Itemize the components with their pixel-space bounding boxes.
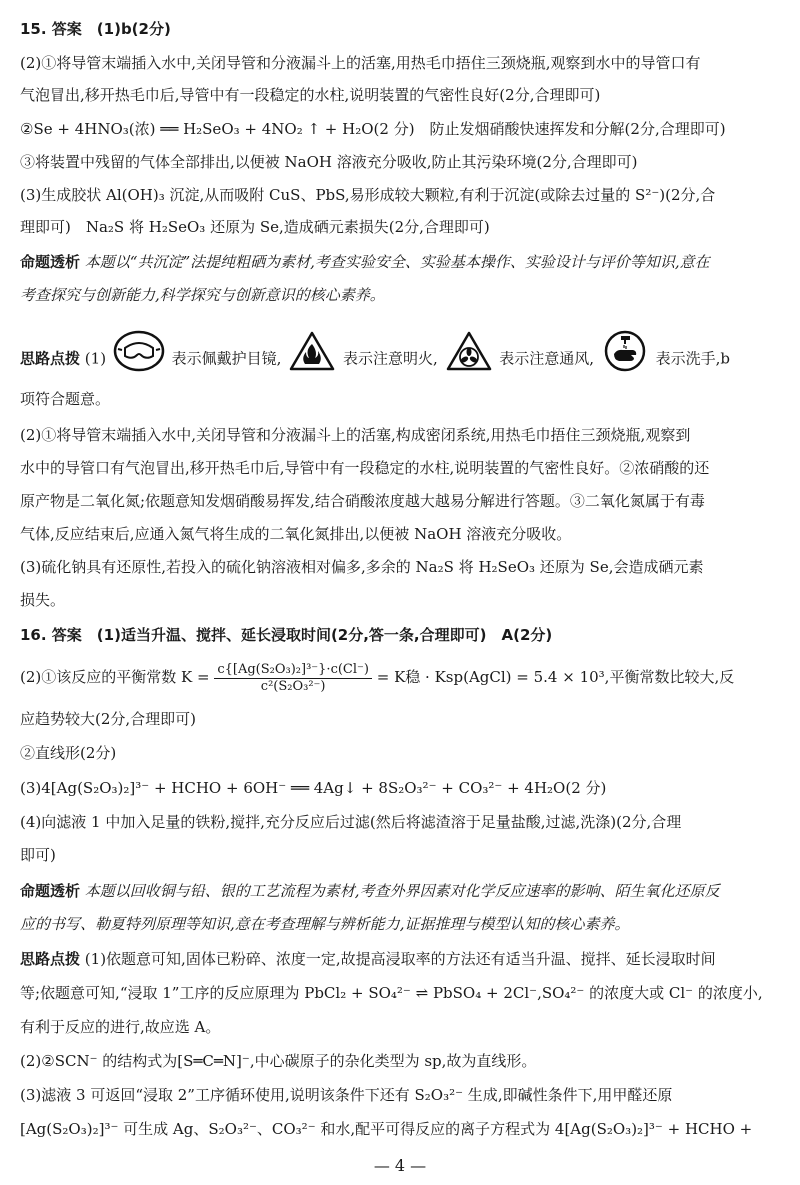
q16-hint1b: 等;依题意可知,“浸取 1”工序的反应原理为 PbCl₂ + SO₄²⁻ ⇌ PbSO₄ + 2Cl⁻,SO₄²⁻ 的浓度大或 Cl⁻ 的浓度小, [20,984,763,1002]
q15-part2-3: ③将装置中残留的气体全部排出,以便被 NaOH 溶液充分吸收,防止其污染环境(2分,合理即可) [20,153,638,171]
q16-analysis-text-a: 本题以回收铜与铅、银的工艺流程为素材,考查外界因素对化学反应速率的影响、陌生氧化还原反 [84,882,720,900]
q15-analysis-line1 [20,251,800,273]
q15-part2-1b: 气泡冒出,移开热毛巾后,导管中有一段稳定的水柱,说明装置的气密性良好(2分,合理即可) [20,86,601,104]
q15-analysis-text-a: 本题以“共沉淀”法提纯粗硒为素材,考查实验安全、实验基本操作、实验设计与评价等知识,意在 [84,253,710,271]
q15-hint2b: 水中的导管口有气泡冒出,移开热毛巾后,导管中有一段稳定的水柱,说明装置的气密性良好。②浓硝酸的还 [20,459,710,477]
q15-hint-fire: 表示注意明火, [342,349,438,368]
hand-wash-icon [601,330,649,389]
q15-hint-vent: 表示注意通风, [499,349,595,368]
goggles-icon [113,330,165,389]
q16-part2-prefix: (2)①该反应的平衡常数 K = [20,668,210,686]
q15-hint-label: 思路点拨 [20,349,81,368]
q15-analysis-line2: 考查探究与创新能力,科学探究与创新意识的核心素养。 [20,286,385,304]
q15-part2-1a: (2)①将导管末端插入水中,关闭导管和分液漏斗上的活塞,用热毛巾捂住三颈烧瓶,观察到水中的导管口有 [20,54,701,72]
q15-hint-end: 项符合题意。 [20,390,111,408]
q15-hint-prefix: (1) [84,349,107,368]
q16-part2-equation [20,656,800,698]
q16-part4b: 即可) [20,846,56,864]
q15-hint-goggles: 表示佩戴护目镜, [171,349,282,368]
q16-part4a: (4)向滤液 1 中加入足量的铁粉,搅拌,充分反应后过滤(然后将滤渣溶于足量盐酸,过滤,洗涤)(2分,合理 [20,813,682,831]
equilibrium-fraction [214,662,372,695]
q16-hint-line1 [20,948,800,970]
fraction-numerator: c{[Ag(S₂O₃)₂]³⁻}·c(Cl⁻) [214,662,372,679]
q16-analysis-line2: 应的书写、勒夏特列原理等知识,意在考查理解与辨析能力,证据推理与模型认知的核心素养。 [20,915,630,933]
q16-analysis-line1 [20,880,800,902]
q15-hint3a: (3)硫化钠具有还原性,若投入的硫化钠溶液相对偏多,多余的 Na₂S 将 H₂SeO₃ 还原为 Se,会造成硒元素 [20,558,704,576]
q15-hint2d: 气体,反应结束后,应通入氮气将生成的二氧化氮排出,以便被 NaOH 溶液充分吸收。 [20,525,572,543]
q15-part3b: 理即可) Na₂S 将 H₂SeO₃ 还原为 Se,造成硒元素损失(2分,合理即可) [20,218,490,236]
q16-hint3b: [Ag(S₂O₃)₂]³⁻ 可生成 Ag、S₂O₃²⁻、CO₃²⁻ 和水,配平可得反应的离子方程式为 4[Ag(S₂O₃)₂]³⁻ + HCHO + [20,1120,753,1138]
q16-part2-cont: 应趋势较大(2分,合理即可) [20,710,197,728]
fraction-denominator: c²(S₂O₃²⁻) [260,678,326,694]
q16-hint1a: (1)依题意可知,固体已粉碎、浓度一定,故提高浸取率的方法还有适当升温、搅拌、延长浸取时间 [84,950,716,968]
q15-header: 15. 答案 (1)b(2分) [20,20,171,38]
q15-hint2c: 原产物是二氧化氮;依题意知发烟硝酸易挥发,结合硝酸浓度越大越易分解进行答题。③二氧化氮属于有毒 [20,492,705,510]
q16-part2-suffix: = K稳 · Ksp(AgCl) = 5.4 × 10³,平衡常数比较大,反 [376,668,735,686]
q15-hint2a: (2)①将导管末端插入水中,关闭导管和分液漏斗上的活塞,构成密闭系统,用热毛巾捂住三颈烧瓶,观察到 [20,426,691,444]
q16-part2-2: ②直线形(2分) [20,744,117,762]
q16-analysis-label: 命题透析 [20,882,81,900]
q16-hint2: (2)②SCN⁻ 的结构式为[S═C═N]⁻,中心碳原子的杂化类型为 sp,故为直线形。 [20,1052,537,1070]
q16-part3: (3)4[Ag(S₂O₃)₂]³⁻ + HCHO + 6OH⁻ ══ 4Ag↓ + 8S₂O₃²⁻ + CO₃²⁻ + 4H₂O(2 分) [20,779,607,797]
q15-hint-wash: 表示洗手,b [655,349,731,368]
ventilation-fan-icon [445,330,493,389]
q16-hint1c: 有利于反应的进行,故应选 A。 [20,1018,221,1036]
q15-hint-line [20,330,800,374]
q16-hint3a: (3)滤液 3 可返回“浸取 2”工序循环使用,说明该条件下还有 S₂O₃²⁻ 生成,即碱性条件下,用甲醛还原 [20,1086,673,1104]
open-flame-icon [288,330,336,389]
q16-hint-label: 思路点拨 [20,950,81,968]
page-number: — 4 — [373,1156,427,1175]
q16-header: 16. 答案 (1)适当升温、搅拌、延长浸取时间(2分,答一条,合理即可) A(2分) [20,626,553,644]
q15-analysis-label: 命题透析 [20,253,81,271]
q15-part3a: (3)生成胶状 Al(OH)₃ 沉淀,从而吸附 CuS、PbS,易形成较大颗粒,有利于沉淀(或除去过量的 S²⁻)(2分,合 [20,186,716,204]
q15-part2-2: ②Se + 4HNO₃(浓) ══ H₂SeO₃ + 4NO₂ ↑ + H₂O(2 分) 防止发烟硝酸快速挥发和分解(2分,合理即可) [20,120,726,138]
q15-hint3b: 损失。 [20,591,66,609]
